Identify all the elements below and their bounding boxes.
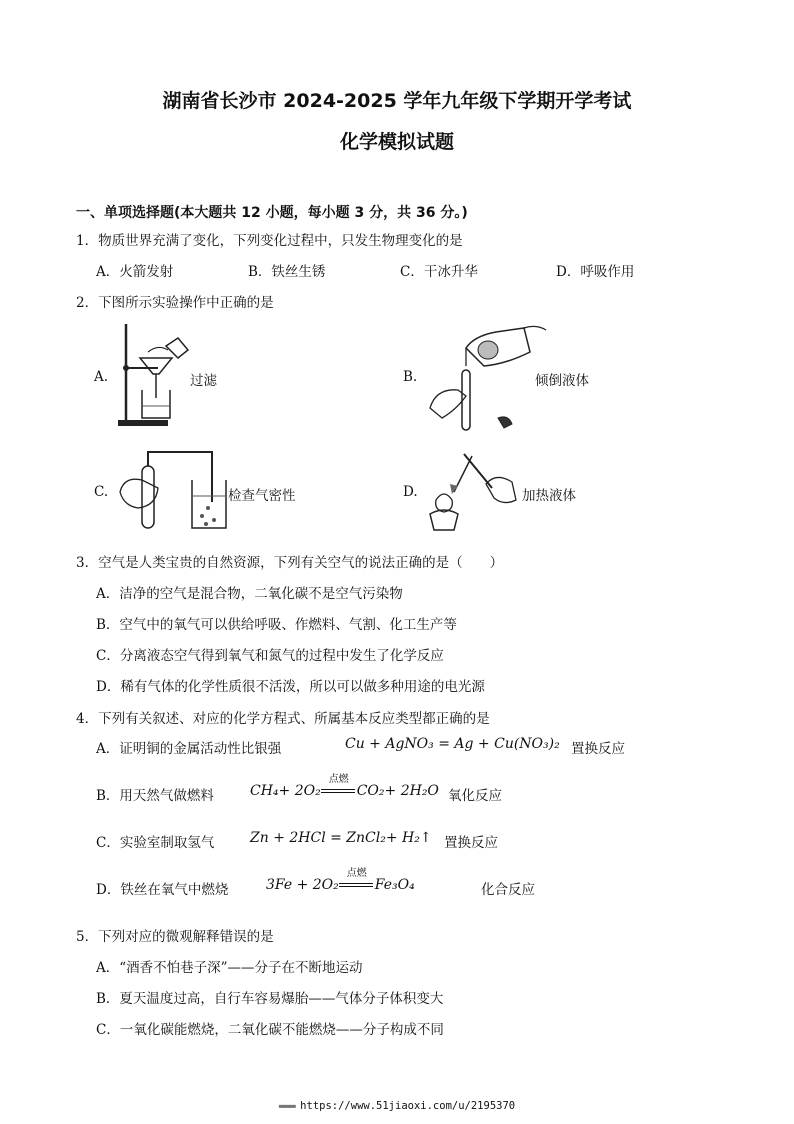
question-5-stem: 5．下列对应的微观解释错误的是	[76, 929, 274, 945]
q4-option-d-lhs: 3Fe + 2O₂	[266, 877, 339, 893]
q2-option-d-letter: D.	[403, 484, 418, 500]
watermark-mark: ▬▬▬	[278, 1100, 301, 1112]
q2-option-c-label: 检查气密性	[228, 488, 296, 504]
q3-option-d: D．稀有气体的化学性质很不活泼，所以可以做多种用途的电光源	[96, 679, 485, 695]
section-heading: 一、单项选择题(本大题共 12 小题，每小题 3 分，共 36 分。)	[76, 205, 468, 221]
q4-option-d-condition: 点燃	[346, 868, 367, 879]
question-1-stem: 1．物质世界充满了变化，下列变化过程中，只发生物理变化的是	[76, 233, 463, 249]
q4-option-d-equation	[266, 868, 415, 893]
q4-option-b-equation	[250, 774, 439, 799]
question-3-stem: 3．空气是人类宝贵的自然资源，下列有关空气的说法正确的是（ ）	[76, 555, 504, 571]
q4-option-d-rhs: Fe₃O₄	[374, 877, 415, 893]
q1-option-d: D．呼吸作用	[556, 264, 635, 280]
q4-option-c-type: 置换反应	[444, 835, 498, 851]
q4-option-b-rhs: CO₂+ 2H₂O	[356, 783, 439, 799]
q4-option-b-type: 氧化反应	[448, 788, 502, 804]
q2-option-b-letter: B.	[403, 369, 418, 385]
q1-option-b: B．铁丝生锈	[248, 264, 326, 280]
q2-option-b-label: 倾倒液体	[535, 373, 589, 389]
q2-option-a-letter: A.	[94, 369, 109, 385]
equals-sign	[321, 789, 355, 793]
q4-option-b-condition: 点燃	[328, 774, 349, 785]
q2-option-c-letter: C.	[94, 484, 109, 500]
q4-option-d-type: 化合反应	[481, 882, 535, 898]
q2-option-d-label: 加热液体	[522, 488, 576, 504]
footer-url	[0, 1100, 794, 1112]
q4-option-b-desc: B．用天然气做燃料	[96, 788, 214, 804]
q1-option-a: A．火箭发射	[96, 264, 174, 280]
q5-option-c: C．一氧化碳能燃烧，二氧化碳不能燃烧——分子构成不同	[96, 1022, 444, 1038]
q1-option-c: C．干冰升华	[400, 264, 478, 280]
heating-liquid-figure	[424, 448, 524, 538]
equals-sign	[339, 883, 373, 887]
q4-option-a-equation: Cu + AgNO₃ = Ag + Cu(NO₃)₂	[345, 736, 560, 752]
q4-option-b-lhs: CH₄+ 2O₂	[250, 783, 321, 799]
q4-option-a-type: 置换反应	[571, 741, 625, 757]
q3-option-c: C．分离液态空气得到氧气和氮气的过程中发生了化学反应	[96, 648, 444, 664]
question-4-stem: 4．下列有关叙述、对应的化学方程式、所属基本反应类型都正确的是	[76, 711, 490, 727]
q5-option-b: B．夏天温度过高，自行车容易爆胎——气体分子体积变大	[96, 991, 444, 1007]
q2-option-a-label: 过滤	[190, 373, 217, 389]
page-subtitle: 化学模拟试题	[339, 131, 454, 153]
q3-option-b: B．空气中的氧气可以供给呼吸、作燃料、气割、化工生产等	[96, 617, 457, 633]
q4-option-c-equation: Zn + 2HCl = ZnCl₂+ H₂↑	[250, 830, 432, 846]
q5-option-a: A．“酒香不怕巷子深”——分子在不断地运动	[96, 960, 363, 976]
q4-option-c-desc: C．实验室制取氢气	[96, 835, 215, 851]
q4-option-a-desc: A．证明铜的金属活动性比银强	[96, 741, 282, 757]
airtightness-check-figure	[116, 446, 234, 532]
filtration-apparatus-figure	[112, 322, 202, 430]
page-title: 湖南省长沙市 2024-2025 学年九年级下学期开学考试	[162, 90, 632, 112]
footer-url-text[interactable]: https://www.51jiaoxi.com/u/2195370	[300, 1100, 516, 1112]
q4-option-d-desc: D．铁丝在氧气中燃烧	[96, 882, 229, 898]
question-2-stem: 2．下图所示实验操作中正确的是	[76, 295, 274, 311]
q3-option-a: A．洁净的空气是混合物，二氧化碳不是空气污染物	[96, 586, 403, 602]
